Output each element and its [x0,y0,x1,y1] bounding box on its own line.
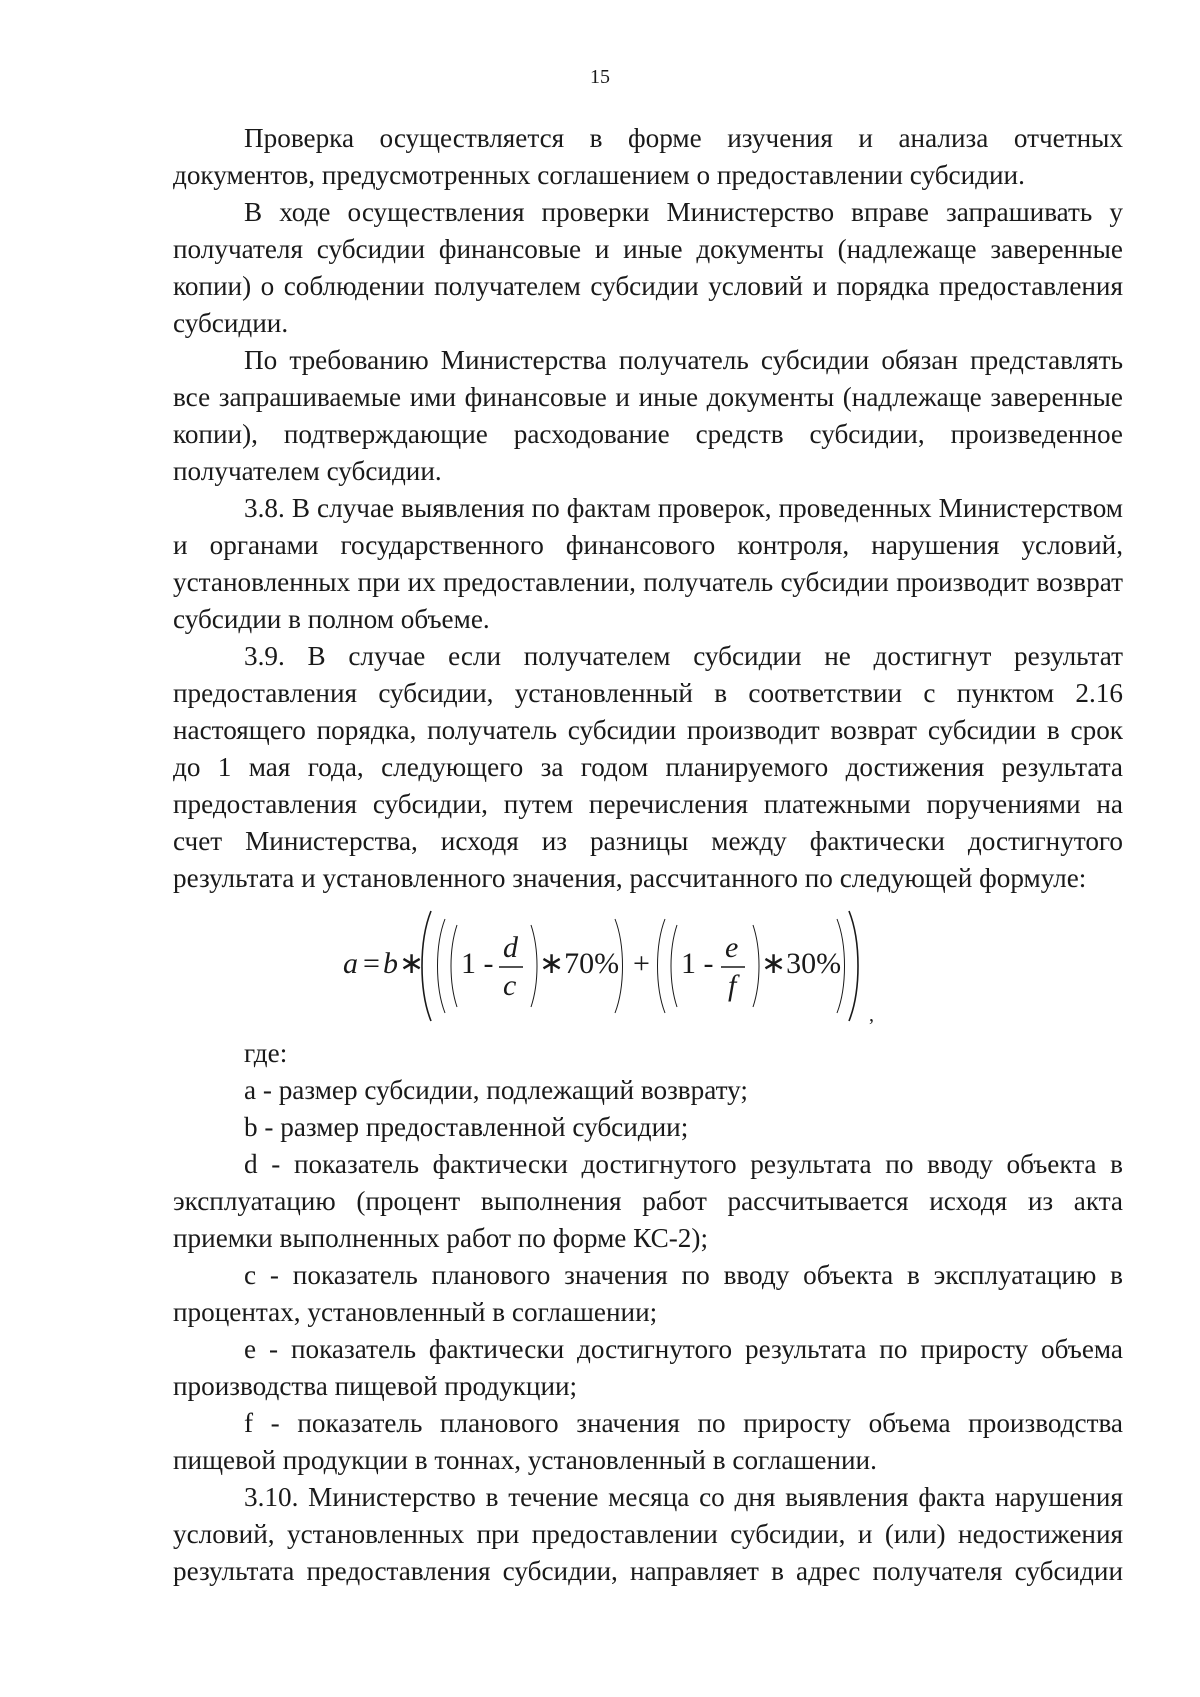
page-number: 15 [590,66,610,88]
definition-e: e - показатель фактически достигнутого результата по приросту объема производства пищевой продукции; [173,1334,1123,1401]
formula-svg [343,901,903,1029]
group2-left-paren [658,919,666,1013]
group1-left-paren [438,919,446,1013]
paragraph-3-9: 3.9. В случае если получателем субсидии не достигнут результат предоставления субсидии, установленный в соответствии с пунктом 2.16 настоящего порядка, получатель субсидии производит возврат субсидии в срок до 1 мая года, следующего за годом планируемого достижения результата предоставления субсидии, путем перечисления платежными поручениями на счет Министерства, исходя из разницы между фактически достигнутого результата и установленного значения, рассчитанного по следующей формуле: [173,641,1123,893]
inner1-left-paren [451,925,457,1007]
formula-d: d [503,931,518,964]
inner1-right-paren [531,925,537,1007]
formula-times: ∗ [399,947,425,980]
formula-pct-70: ∗70% [539,947,620,980]
formula-a: a [343,947,358,980]
formula-comma: , [869,1004,874,1026]
formula-one-minus-1: 1 - [461,947,494,980]
definition-a: a - размер субсидии, подлежащий возврату; [244,1075,748,1105]
formula-b: b [383,947,398,980]
inner2-right-paren [753,925,759,1007]
outer-right-paren [849,911,858,1021]
formula-plus: + [633,947,650,980]
formula-c: c [503,969,517,1002]
formula [173,901,1123,1029]
document-body [173,120,1123,1590]
definition-d: d - показатель фактически достигнутого результата по вводу объекта в эксплуатацию (процент выполнения работ рассчитывается исходя из акта приемки выполненных работ по форме КС-2); [173,1149,1123,1253]
definition-c: c - показатель планового значения по вводу объекта в эксплуатацию в процентах, установленный в соглашении; [173,1260,1123,1327]
paragraph: Проверка осуществляется в форме изучения и анализа отчетных документов, предусмотренных соглашением о предоставлении субсидии. [173,123,1123,190]
formula-equals: = [363,947,380,980]
definition-f: f - показатель планового значения по приросту объема производства пищевой продукции в тоннах, установленный в соглашении. [173,1408,1123,1475]
formula-f: f [728,969,737,1002]
paragraph-3-10: 3.10. Министерство в течение месяца со дня выявления факта нарушения условий, установленных при предоставлении субсидии, и (или) недостижения результата предоставления субсидии, направляет в адрес получателя субсидии [173,1482,1123,1586]
paragraph-where: где: [244,1038,288,1068]
definition-b: b - размер предоставленной субсидии; [244,1112,689,1142]
formula-one-minus-2: 1 - [681,947,714,980]
paragraph: По требованию Министерства получатель субсидии обязан представлять все запрашиваемые ими финансовые и иные документы (надлежаще заверенные копии), подтверждающие расходование средств субсидии, произведенное получателем субсидии. [173,345,1123,486]
formula-pct-30: ∗30% [761,947,842,980]
formula-e: e [725,931,739,964]
paragraph-3-8: 3.8. В случае выявления по фактам проверок, проведенных Министерством и органами государственного финансового контроля, нарушения условий, установленных при их предоставлении, получатель субсидии производит возврат субсидии в полном объеме. [173,493,1123,634]
inner2-left-paren [671,925,677,1007]
paragraph: В ходе осуществления проверки Министерство вправе запрашивать у получателя субсидии финансовые и иные документы (надлежаще заверенные копии) о соблюдении получателем субсидии условий и порядка предоставления субсидии. [173,197,1123,338]
